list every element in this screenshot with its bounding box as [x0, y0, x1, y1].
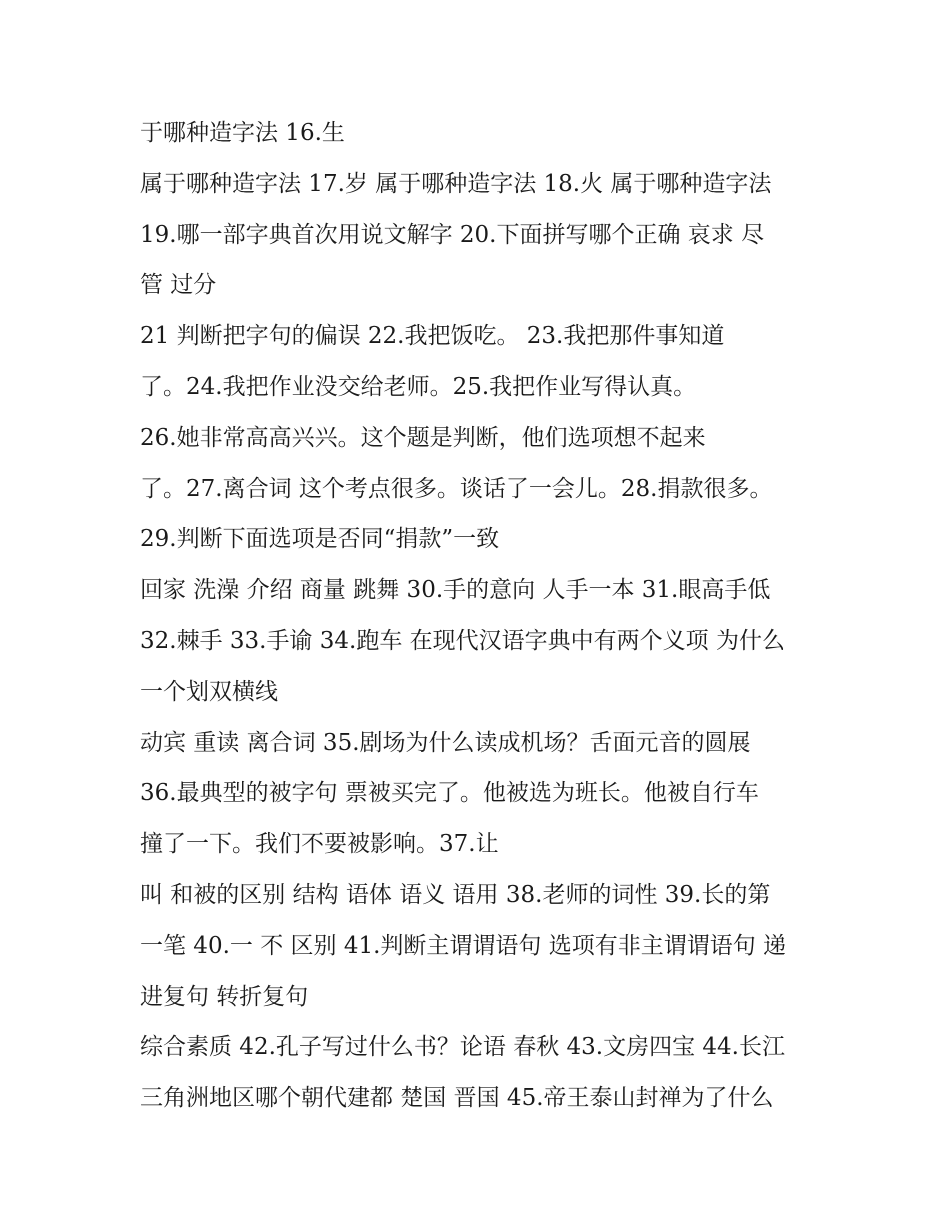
- text-line-14: 36.最典型的被字句 票被买完了。他被选为班长。他被自行车: [140, 780, 759, 807]
- text-line-16: 叫 和被的区别 结构 语体 语义 语用 38.老师的词性 39.长的第: [140, 881, 771, 908]
- text-line-7: 26.她非常高高兴兴。这个题是判断，他们选项想不起来: [140, 424, 706, 451]
- text-line-6: 了。24.我把作业没交给老师。25.我把作业写得认真。: [140, 373, 697, 400]
- text-line-20: 三角洲地区哪个朝代建都 楚国 晋国 45.帝王泰山封禅为了什么: [140, 1085, 774, 1112]
- text-line-18: 进复句 转折复句: [140, 983, 309, 1010]
- text-line-17: 一笔 40.一 不 区别 41.判断主谓谓语句 选项有非主谓谓语句 递: [140, 932, 787, 959]
- text-line-12: 一个划双横线: [140, 678, 278, 705]
- text-line-10: 回家 洗澡 介绍 商量 跳舞 30.手的意向 人手一本 31.眼高手低: [140, 577, 771, 604]
- text-line-15: 撞了一下。我们不要被影响。37.让: [140, 831, 499, 858]
- text-line-11: 32.棘手 33.手谕 34.跑车 在现代汉语字典中有两个义项 为什么: [140, 627, 785, 654]
- body-text: [140, 108, 820, 1124]
- text-line-19: 综合素质 42.孔子写过什么书？论语 春秋 43.文房四宝 44.长江: [140, 1034, 785, 1061]
- text-line-5: 21 判断把字句的偏误 22.我把饭吃。 23.我把那件事知道: [140, 323, 725, 350]
- text-line-8: 了。27.离合词 这个考点很多。谈话了一会儿。28.捐款很多。: [140, 475, 773, 502]
- text-line-3: 19.哪一部字典首次用说文解字 20.下面拼写哪个正确 哀求 尽: [140, 221, 765, 248]
- text-line-4: 管 过分: [140, 272, 217, 299]
- text-line-2: 属于哪种造字法 17.岁 属于哪种造字法 18.火 属于哪种造字法: [140, 170, 772, 197]
- text-line-9: 29.判断下面选项是否同“捐款”一致: [140, 526, 500, 553]
- text-line-1: 于哪种造字法 16.生: [140, 120, 345, 146]
- text-line-13: 动宾 重读 离合词 35.剧场为什么读成机场？舌面元音的圆展: [140, 729, 751, 756]
